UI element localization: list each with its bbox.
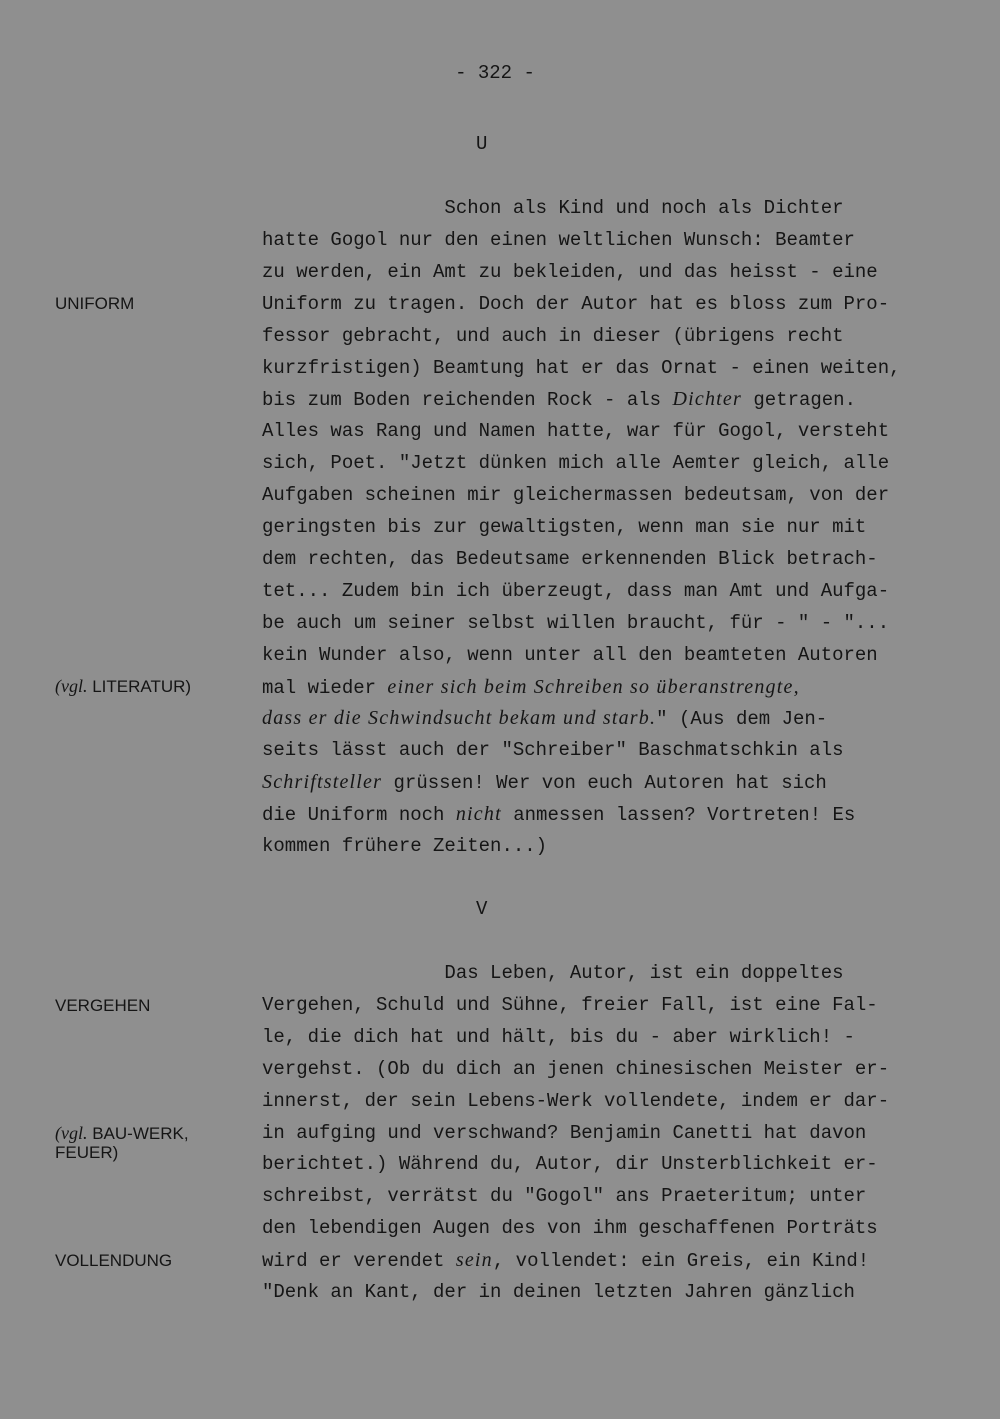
italic-text: dass er die Schwindsucht bekam und starb. xyxy=(262,707,657,730)
margin-note-text: BAU-WERK, FEUER) xyxy=(55,1124,189,1162)
text-run: Alles was Rang und Namen hatte, war für Gogol, versteht xyxy=(262,420,890,443)
text-line xyxy=(262,515,866,539)
text-run: in aufging und verschwand? Benjamin Canetti hat davon xyxy=(262,1121,867,1144)
text-run: die Uniform noch xyxy=(262,804,456,827)
text-line xyxy=(262,834,547,858)
text-run: kein Wunder also, wenn unter all den beamteten Autoren xyxy=(262,643,878,666)
margin-note-vergehen xyxy=(55,996,150,1015)
text-run: berichtet.) Während du, Autor, dir Unsterblichkeit er- xyxy=(262,1153,878,1176)
text-line xyxy=(262,451,889,475)
margin-note-vollendung xyxy=(55,1251,172,1270)
text-line xyxy=(262,675,800,700)
section-letter-u: U xyxy=(476,133,488,155)
text-run: dem rechten, das Bedeutsame erkennenden Blick betrach- xyxy=(262,547,878,570)
margin-note-bau-werk-feuer xyxy=(55,1124,189,1162)
text-run: le, die dich hat und hält, bis du - aber wirklich! - xyxy=(262,1025,855,1048)
margin-note-uniform xyxy=(55,294,134,313)
italic-text: nicht xyxy=(455,803,502,826)
text-run: Das Leben, Autor, ist ein doppeltes xyxy=(262,962,844,984)
italic-text: Schriftsteller xyxy=(262,771,383,794)
text-line xyxy=(262,993,878,1017)
text-line xyxy=(262,419,889,443)
text-run: wird er verendet xyxy=(262,1250,456,1273)
text-line xyxy=(262,1025,855,1049)
text-line xyxy=(262,1280,855,1304)
text-run: " (Aus dem Jen- xyxy=(656,708,828,731)
text-line xyxy=(262,356,901,380)
italic-text: einer sich beim Schreiben so überanstrengte, xyxy=(387,675,800,698)
text-line xyxy=(262,706,827,731)
text-run: , vollendet: ein Greis, ein Kind! xyxy=(492,1250,870,1273)
text-line xyxy=(262,770,827,795)
text-run: Uniform zu tragen. Doch der Autor hat es bloss zum Pro- xyxy=(262,292,890,315)
text-line xyxy=(262,387,856,412)
text-run: schreibst, verrätst du "Gogol" ans Praeteritum; unter xyxy=(262,1185,867,1208)
text-line xyxy=(262,228,855,252)
text-line xyxy=(262,579,889,603)
text-run: bis zum Boden reichenden Rock - als xyxy=(262,389,673,412)
margin-note-text: VERGEHEN xyxy=(55,996,151,1015)
text-run: grüssen! Wer von euch Autoren hat sich xyxy=(382,772,827,795)
text-line xyxy=(262,1248,869,1273)
text-run: zu werden, ein Amt zu bekleiden, und das heisst - eine xyxy=(262,260,878,283)
text-line xyxy=(262,1121,866,1145)
text-run: tet... Zudem bin ich überzeugt, dass man Amt und Aufga- xyxy=(262,579,890,602)
text-run: Aufgaben scheinen mir gleichermassen bedeutsam, von der xyxy=(262,484,890,507)
text-run: seits lässt auch der "Schreiber" Baschmatschkin als xyxy=(262,739,844,762)
text-line xyxy=(262,1089,889,1113)
text-run: anmessen lassen? Vortreten! Es xyxy=(501,804,856,827)
text-line xyxy=(262,483,889,507)
margin-note-text: UNIFORM xyxy=(55,294,135,313)
margin-note-text: VOLLENDUNG xyxy=(55,1251,173,1270)
italic-text: Dichter xyxy=(672,388,742,411)
text-line xyxy=(262,611,889,635)
margin-note-prefix: (vgl. xyxy=(55,676,88,696)
text-line xyxy=(262,1057,889,1081)
text-run: hatte Gogol nur den einen weltlichen Wunsch: Beamter xyxy=(262,228,855,251)
text-line xyxy=(262,961,844,985)
text-line xyxy=(262,324,844,348)
text-line xyxy=(262,292,889,316)
margin-note-text: LITERATUR) xyxy=(87,677,192,696)
text-line xyxy=(262,1216,878,1240)
text-run: be auch um seiner selbst willen braucht, für - " - "... xyxy=(262,611,890,634)
page-number: - 322 - xyxy=(455,62,535,84)
text-line xyxy=(262,643,878,667)
text-line xyxy=(262,802,855,827)
text-run: kommen frühere Zeiten...) xyxy=(262,835,548,857)
text-run: sich, Poet. "Jetzt dünken mich alle Aemter gleich, alle xyxy=(262,452,890,475)
text-run: Vergehen, Schuld und Sühne, freier Fall, ist eine Fal- xyxy=(262,993,878,1016)
margin-note-prefix: (vgl. xyxy=(55,1123,88,1143)
text-run: geringsten bis zur gewaltigsten, wenn man sie nur mit xyxy=(262,516,867,538)
text-run: fessor gebracht, und auch in dieser (übrigens recht xyxy=(262,324,844,347)
margin-note-literatur xyxy=(55,677,191,696)
text-line xyxy=(262,1184,866,1208)
text-run: innerst, der sein Lebens-Werk vollendete, indem er dar- xyxy=(262,1089,890,1112)
text-run: kurzfristigen) Beamtung hat er das Ornat - einen weiten, xyxy=(262,356,901,379)
text-line xyxy=(262,1152,878,1176)
text-run: getragen. xyxy=(741,389,856,412)
text-run: "Denk an Kant, der in deinen letzten Jahren gänzlich xyxy=(262,1281,855,1303)
text-line xyxy=(262,260,878,284)
text-line xyxy=(262,196,844,220)
text-line xyxy=(262,547,878,571)
text-run: Schon als Kind und noch als Dichter xyxy=(262,197,844,219)
section-letter-v: V xyxy=(476,898,488,920)
text-line xyxy=(262,738,844,762)
text-run: den lebendigen Augen des von ihm geschaffenen Porträts xyxy=(262,1217,878,1240)
text-run: vergehst. (Ob du dich an jenen chinesischen Meister er- xyxy=(262,1057,890,1080)
italic-text: sein xyxy=(455,1249,493,1272)
text-run: mal wieder xyxy=(262,676,388,699)
